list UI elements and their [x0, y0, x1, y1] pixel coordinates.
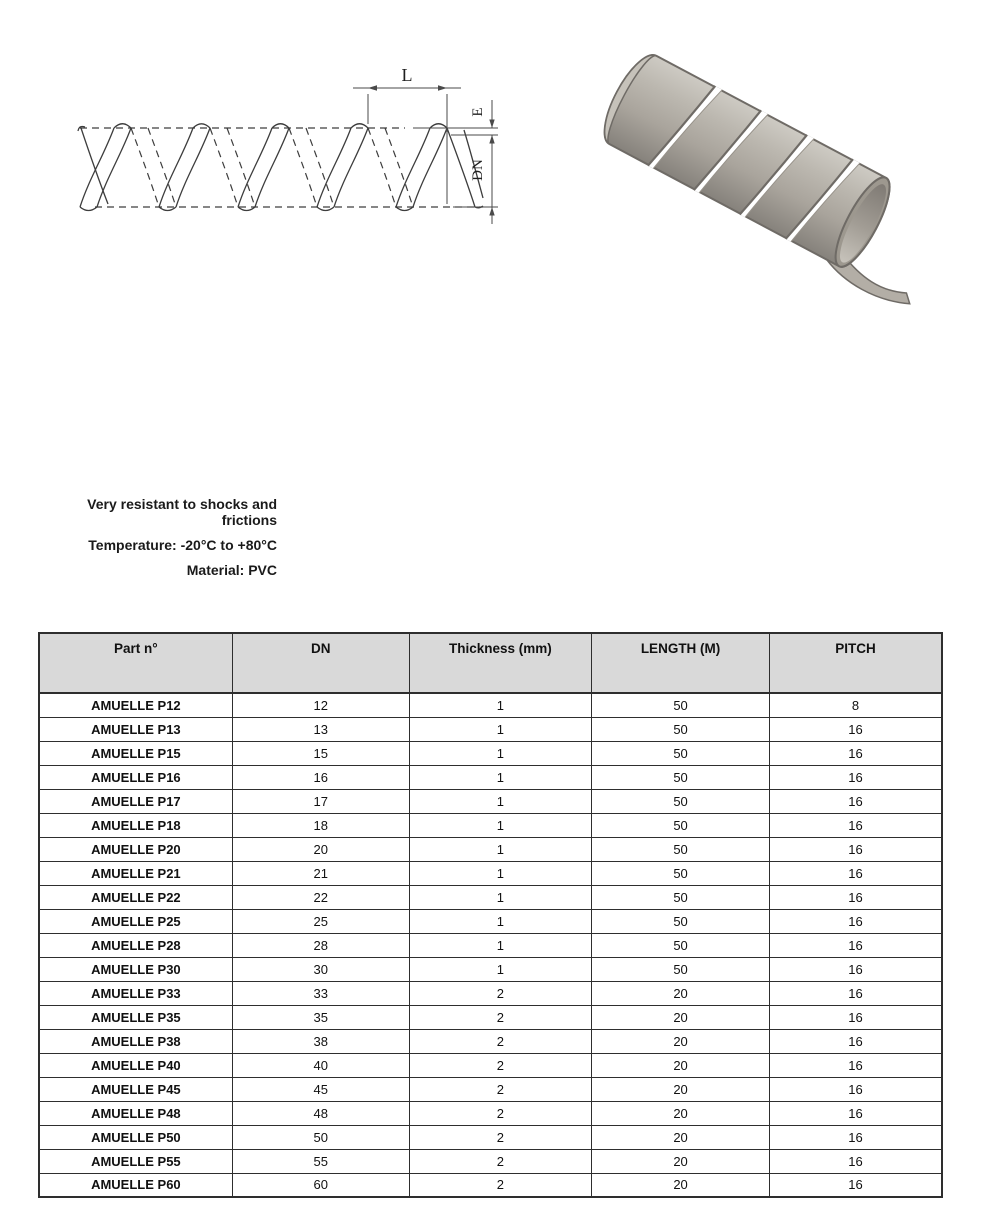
table-row	[39, 1005, 942, 1029]
column-header-2: Thickness (mm)	[409, 633, 591, 693]
part-number-cell: AMUELLE P25	[39, 909, 232, 933]
value-cell: 48	[232, 1101, 409, 1125]
value-cell: 16	[770, 813, 943, 837]
value-cell: 16	[770, 957, 943, 981]
part-number-cell: AMUELLE P20	[39, 837, 232, 861]
value-cell: 28	[232, 933, 409, 957]
spiral-wrap-3d-image	[585, 28, 975, 323]
part-number-cell: AMUELLE P18	[39, 813, 232, 837]
part-number-cell: AMUELLE P48	[39, 1101, 232, 1125]
table-row	[39, 1125, 942, 1149]
table-row	[39, 1029, 942, 1053]
value-cell: 50	[592, 957, 770, 981]
part-number-cell: AMUELLE P16	[39, 765, 232, 789]
table-row	[39, 1077, 942, 1101]
value-cell: 2	[409, 1029, 591, 1053]
value-cell: 1	[409, 789, 591, 813]
value-cell: 1	[409, 717, 591, 741]
property-temperature: Temperature: -20°C to +80°C	[88, 536, 277, 553]
value-cell: 12	[232, 693, 409, 717]
part-number-cell: AMUELLE P33	[39, 981, 232, 1005]
value-cell: 1	[409, 813, 591, 837]
value-cell: 20	[592, 1005, 770, 1029]
value-cell: 16	[770, 1053, 943, 1077]
value-cell: 20	[592, 1149, 770, 1173]
spiral-wrap-technical-drawing	[65, 58, 505, 243]
value-cell: 20	[592, 981, 770, 1005]
table-row	[39, 861, 942, 885]
part-number-cell: AMUELLE P28	[39, 933, 232, 957]
spec-table-container	[38, 632, 943, 1198]
value-cell: 16	[770, 765, 943, 789]
value-cell: 20	[592, 1029, 770, 1053]
value-cell: 13	[232, 717, 409, 741]
value-cell: 17	[232, 789, 409, 813]
value-cell: 16	[770, 1029, 943, 1053]
part-number-cell: AMUELLE P12	[39, 693, 232, 717]
part-number-cell: AMUELLE P40	[39, 1053, 232, 1077]
value-cell: 16	[770, 717, 943, 741]
table-row	[39, 813, 942, 837]
table-row	[39, 981, 942, 1005]
table-header-row	[39, 633, 942, 693]
table-row	[39, 885, 942, 909]
value-cell: 16	[770, 885, 943, 909]
value-cell: 1	[409, 837, 591, 861]
property-resistance: Very resistant to shocks and frictions	[87, 496, 277, 528]
value-cell: 20	[592, 1101, 770, 1125]
dim-label-L: L	[401, 65, 413, 85]
value-cell: 50	[592, 909, 770, 933]
value-cell: 20	[592, 1077, 770, 1101]
value-cell: 1	[409, 765, 591, 789]
value-cell: 16	[770, 789, 943, 813]
table-row	[39, 909, 942, 933]
table-row	[39, 837, 942, 861]
table-row	[39, 717, 942, 741]
value-cell: 16	[770, 1005, 943, 1029]
value-cell: 50	[592, 837, 770, 861]
value-cell: 2	[409, 981, 591, 1005]
value-cell: 1	[409, 909, 591, 933]
value-cell: 16	[770, 1101, 943, 1125]
properties-block	[40, 497, 277, 588]
table-row	[39, 1173, 942, 1197]
value-cell: 16	[770, 861, 943, 885]
value-cell: 16	[770, 837, 943, 861]
value-cell: 50	[592, 885, 770, 909]
value-cell: 50	[592, 717, 770, 741]
value-cell: 20	[592, 1125, 770, 1149]
value-cell: 25	[232, 909, 409, 933]
table-row	[39, 1149, 942, 1173]
part-number-cell: AMUELLE P21	[39, 861, 232, 885]
value-cell: 50	[592, 765, 770, 789]
part-number-cell: AMUELLE P38	[39, 1029, 232, 1053]
column-header-3: LENGTH (M)	[592, 633, 770, 693]
value-cell: 20	[592, 1053, 770, 1077]
value-cell: 16	[232, 765, 409, 789]
value-cell: 38	[232, 1029, 409, 1053]
value-cell: 1	[409, 933, 591, 957]
part-number-cell: AMUELLE P30	[39, 957, 232, 981]
value-cell: 1	[409, 861, 591, 885]
value-cell: 16	[770, 1125, 943, 1149]
dimension-DN	[453, 135, 498, 224]
value-cell: 21	[232, 861, 409, 885]
value-cell: 22	[232, 885, 409, 909]
property-material: Material: PVC	[186, 561, 277, 578]
value-cell: 20	[592, 1173, 770, 1197]
value-cell: 2	[409, 1101, 591, 1125]
part-number-cell: AMUELLE P15	[39, 741, 232, 765]
value-cell: 2	[409, 1005, 591, 1029]
value-cell: 16	[770, 1173, 943, 1197]
value-cell: 20	[232, 837, 409, 861]
value-cell: 18	[232, 813, 409, 837]
value-cell: 2	[409, 1077, 591, 1101]
part-number-cell: AMUELLE P35	[39, 1005, 232, 1029]
value-cell: 50	[592, 813, 770, 837]
value-cell: 16	[770, 741, 943, 765]
product-spec-table	[38, 632, 943, 1198]
value-cell: 15	[232, 741, 409, 765]
value-cell: 16	[770, 909, 943, 933]
table-row	[39, 765, 942, 789]
value-cell: 16	[770, 1149, 943, 1173]
dim-label-DN: DN	[470, 159, 486, 181]
value-cell: 2	[409, 1173, 591, 1197]
table-row	[39, 693, 942, 717]
table-row	[39, 957, 942, 981]
part-number-cell: AMUELLE P45	[39, 1077, 232, 1101]
value-cell: 1	[409, 957, 591, 981]
value-cell: 2	[409, 1125, 591, 1149]
value-cell: 1	[409, 693, 591, 717]
part-number-cell: AMUELLE P55	[39, 1149, 232, 1173]
table-row	[39, 741, 942, 765]
column-header-4: PITCH	[770, 633, 943, 693]
value-cell: 50	[232, 1125, 409, 1149]
table-row	[39, 1101, 942, 1125]
value-cell: 2	[409, 1053, 591, 1077]
value-cell: 50	[592, 861, 770, 885]
value-cell: 2	[409, 1149, 591, 1173]
value-cell: 16	[770, 933, 943, 957]
value-cell: 50	[592, 741, 770, 765]
value-cell: 33	[232, 981, 409, 1005]
value-cell: 8	[770, 693, 943, 717]
table-row	[39, 933, 942, 957]
part-number-cell: AMUELLE P50	[39, 1125, 232, 1149]
table-row	[39, 1053, 942, 1077]
column-header-1: DN	[232, 633, 409, 693]
part-number-cell: AMUELLE P60	[39, 1173, 232, 1197]
value-cell: 16	[770, 981, 943, 1005]
helix-bands	[80, 124, 483, 211]
value-cell: 1	[409, 885, 591, 909]
value-cell: 45	[232, 1077, 409, 1101]
table-row	[39, 789, 942, 813]
part-number-cell: AMUELLE P13	[39, 717, 232, 741]
value-cell: 35	[232, 1005, 409, 1029]
value-cell: 16	[770, 1077, 943, 1101]
part-number-cell: AMUELLE P17	[39, 789, 232, 813]
value-cell: 30	[232, 957, 409, 981]
table-body	[39, 693, 942, 1197]
value-cell: 50	[592, 693, 770, 717]
value-cell: 60	[232, 1173, 409, 1197]
value-cell: 50	[592, 933, 770, 957]
dim-label-E: E	[470, 107, 486, 117]
dimension-E	[413, 100, 498, 135]
value-cell: 40	[232, 1053, 409, 1077]
part-number-cell: AMUELLE P22	[39, 885, 232, 909]
value-cell: 55	[232, 1149, 409, 1173]
column-header-0: Part n°	[39, 633, 232, 693]
value-cell: 50	[592, 789, 770, 813]
value-cell: 1	[409, 741, 591, 765]
